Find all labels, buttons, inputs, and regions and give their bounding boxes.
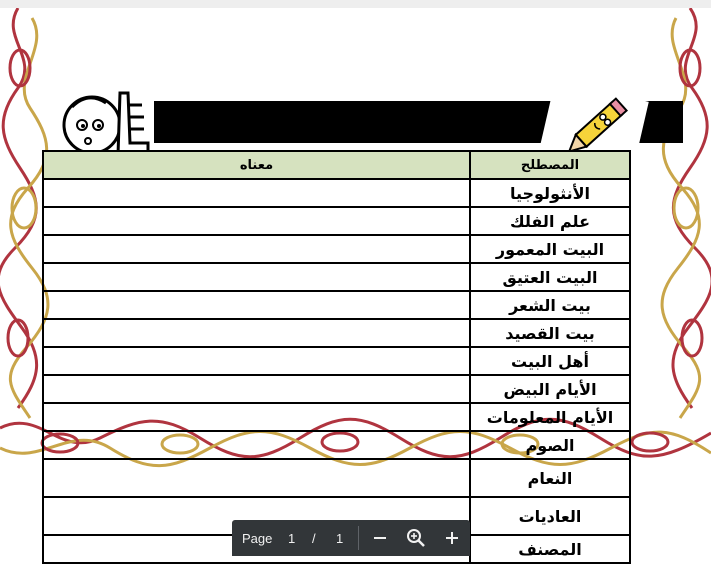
table-row — [43, 403, 630, 431]
term-column-header: المصطلح — [470, 151, 630, 179]
term-cell: البيت العتيق — [470, 263, 630, 291]
table-row — [43, 347, 630, 375]
meaning-cell[interactable] — [43, 179, 470, 207]
zoom-in-icon[interactable] — [406, 528, 426, 551]
term-cell: النعام — [470, 459, 630, 497]
table-row — [43, 319, 630, 347]
meaning-cell[interactable] — [43, 235, 470, 263]
term-cell: الأنثولوجيا — [470, 179, 630, 207]
document-page — [0, 8, 711, 559]
term-cell: العاديات — [470, 497, 630, 535]
meaning-cell[interactable] — [43, 347, 470, 375]
table-row — [43, 263, 630, 291]
term-cell: المصنف — [470, 535, 630, 563]
meaning-cell[interactable] — [43, 403, 470, 431]
page-separator: / — [312, 531, 316, 546]
meaning-column-header: معناه — [43, 151, 470, 179]
meaning-cell[interactable] — [43, 375, 470, 403]
meaning-cell[interactable] — [43, 319, 470, 347]
term-cell: الأيام البيض — [470, 375, 630, 403]
term-cell: الأيام المعلومات — [470, 403, 630, 431]
page-label: Page — [242, 531, 273, 546]
meaning-cell[interactable] — [43, 431, 470, 459]
table-header-row — [43, 151, 630, 179]
term-cell: بيت الشعر — [470, 291, 630, 319]
table-row — [43, 431, 630, 459]
table-row — [43, 179, 630, 207]
term-cell: علم الفلك — [470, 207, 630, 235]
plus-icon[interactable] — [444, 528, 460, 551]
thinking-face-icon — [58, 83, 154, 160]
term-cell: الصوم — [470, 431, 630, 459]
meaning-cell[interactable] — [43, 263, 470, 291]
zoom-out-icon[interactable] — [372, 528, 388, 551]
table-row — [43, 375, 630, 403]
table-row — [43, 291, 630, 319]
table-row — [43, 235, 630, 263]
meaning-cell[interactable] — [43, 459, 470, 497]
pdf-viewer-toolbar — [232, 520, 470, 556]
table-row — [43, 459, 630, 497]
viewer-top-strip — [0, 0, 711, 8]
toolbar-divider — [358, 526, 359, 550]
term-cell: أهل البيت — [470, 347, 630, 375]
meaning-cell[interactable] — [43, 207, 470, 235]
term-cell: بيت القصيد — [470, 319, 630, 347]
term-cell: البيت المعمور — [470, 235, 630, 263]
meaning-cell[interactable] — [43, 291, 470, 319]
terms-table — [42, 150, 631, 564]
current-page-input[interactable]: 1 — [288, 531, 296, 546]
table-row — [43, 207, 630, 235]
total-pages: 1 — [336, 531, 344, 546]
